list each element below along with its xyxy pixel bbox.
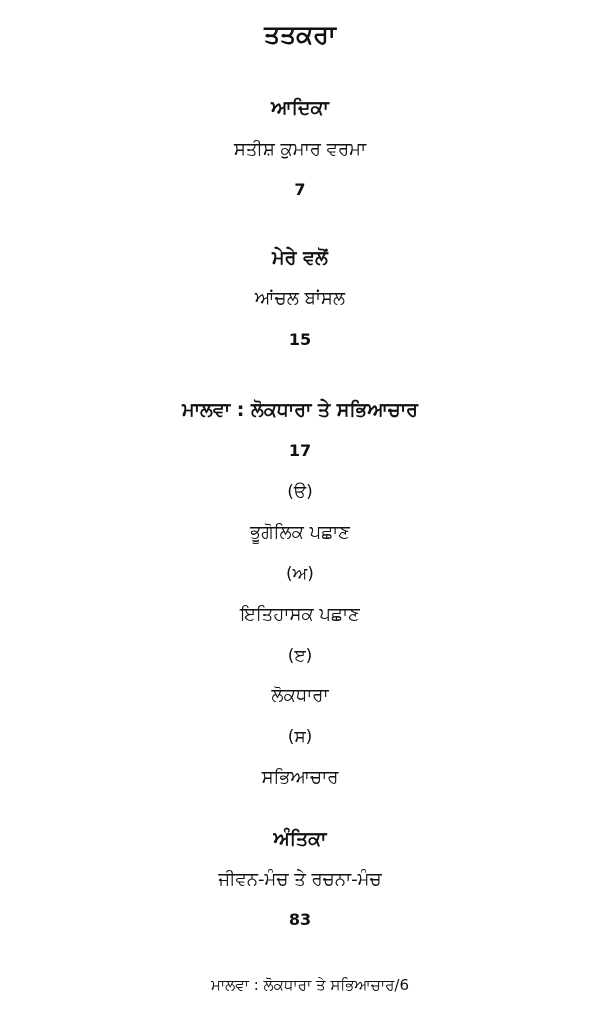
section-heading-from-me: ਮੇਰੇ ਵਲੋਂ — [272, 247, 328, 269]
page-footer: ਮਾਲਵਾ : ਲੋਕਧਾਰਾ ਤੇ ਸਭਿਆਚਾਰ/6 — [210, 976, 410, 994]
section-author-epilogue: ਜੀਵਨ-ਮੰਚ ਤੇ ਰਚਨਾ-ਮੰਚ — [218, 869, 382, 890]
section-page-epilogue: 83 — [288, 910, 312, 929]
subsection-title: ਇਤਿਹਾਸਕ ਪਛਾਣ — [240, 604, 360, 625]
subsection-title: ਸਭਿਆਚਾਰ — [261, 767, 339, 788]
section-author-preface: ਸਤੀਸ਼ ਕੁਮਾਰ ਵਰਮਾ — [233, 139, 367, 160]
subsection-title: ਭੂਗੋਲਿਕ ਪਛਾਣ — [250, 522, 350, 543]
section-author-from-me: ਆਂਚਲ ਬਾਂਸਲ — [254, 288, 346, 309]
section-page-malwa: 17 — [288, 441, 312, 460]
section-page-from-me: 15 — [288, 330, 312, 349]
section-heading-epilogue: ਅੰਤਿਕਾ — [273, 828, 327, 850]
subsection-marker: (ੲ) — [287, 646, 313, 666]
page-title: ਤਤਕਰਾ — [264, 20, 336, 49]
subsection-title: ਲੋਕਧਾਰਾ — [271, 685, 329, 706]
section-page-preface: 7 — [294, 180, 306, 199]
subsection-marker: (ੳ) — [287, 482, 313, 502]
subsection-marker: (ਸ) — [287, 727, 313, 747]
section-heading-preface: ਆਦਿਕਾ — [271, 97, 329, 119]
subsection-marker: (ਅ) — [286, 564, 314, 584]
section-heading-malwa: ਮਾਲਵਾ : ਲੋਕਧਾਰਾ ਤੇ ਸਭਿਆਚਾਰ — [182, 399, 418, 421]
